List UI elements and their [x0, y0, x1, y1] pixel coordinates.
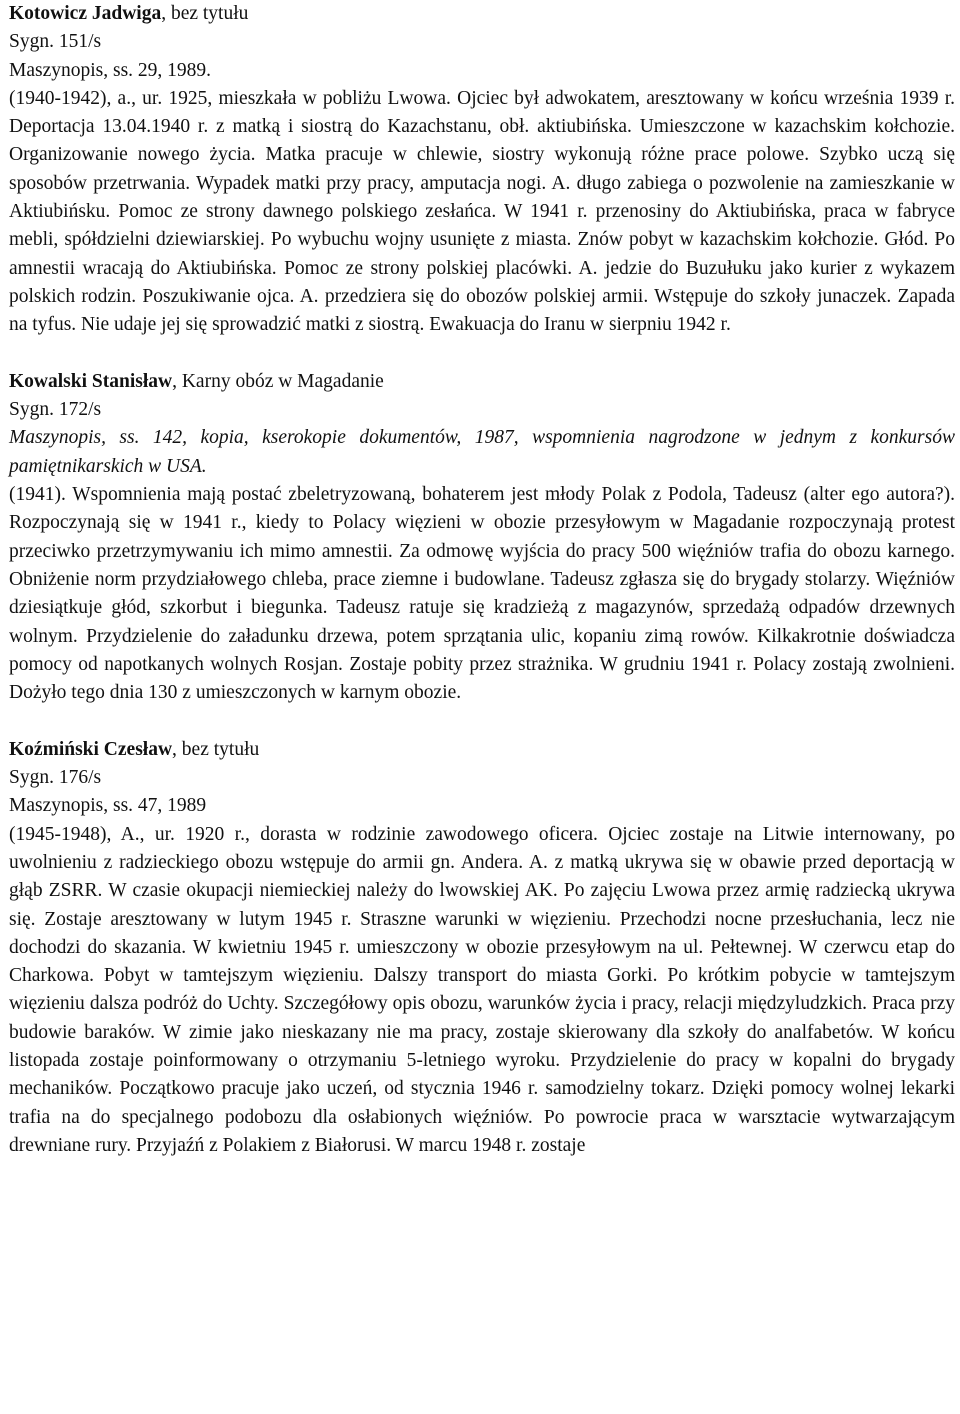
- document-page: [9, 0, 955, 1188]
- catalog-entry-kowalski: [9, 368, 955, 708]
- entry-signature: Sygn. 151/s: [9, 31, 102, 53]
- entry-format: Maszynopis, ss. 47, 1989: [9, 795, 207, 817]
- entry-format: Maszynopis, ss. 29, 1989.: [9, 59, 212, 81]
- entry-author: Koźmiński Czesław: [9, 738, 173, 760]
- catalog-entry-kozminski: [9, 736, 955, 1160]
- entry-author: Kotowicz Jadwiga: [9, 3, 162, 24]
- entry-heading: [9, 736, 955, 764]
- entry-description: (1945-1948), A., ur. 1920 r., dorasta w rodzinie zawodowego oficera. Ojciec zostaje na Litwie internowany, po uwolnieniu z radzieckiego obozu wstępuje do armii gn. Andera. A. z matką ukrywa się w obawie przed deportacją w głąb ZSRR. W czasie okupacji niemieckiej należy do lwowskiej AK. Po zajęciu Lwowa przez armię radziecką ukrywa się. Zostaje aresztowany w lutym 1945 r. Straszne warunki w więzieniu. Przechodzi nocne przesłuchania, lecz nie dochodzi do skazania. W kwietniu 1945 r. umieszczony w obozie przesyłowym na ul. Pełtewnej. W czerwcu etap do Charkowa. Pobyt w tamtejszym więzieniu. Dalszy transport do miasta Gorki. Po krótkim pobycie w tamtejszym więzieniu dalsza podróż do Uchty. Szczegółowy opis obozu, warunków życia i pracy, relacji międzyludzkich. Praca przy budowie baraków. W zimie jako nieskazany nie ma pracy, zostaje skierowany dla szkoły do analfabetów. W końcu listopada zostaje poinformowany o otrzymaniu 5-letniego wyroku. Przydzielenie do pracy w kopalni do brygady mechaników. Początkowo pracuje jako uczeń, od stycznia 1946 r. samodzielny tokarz. Dzięki pomocy wolnej lekarki trafia na do specjalnego podobozu dla osłabionych więźniów. Po powrocie praca w warsztacie wytwarzającym drewniane rury. Przyjaźń z Polakiem z Białorusi. W marcu 1948 r. zostaje: [9, 823, 955, 1156]
- entry-description: (1940-1942), a., ur. 1925, mieszkała w pobliżu Lwowa. Ojciec był adwokatem, aresztowany w końcu września 1939 r. Deportacja 13.04.1940 r. z matką i siostrą do Kazachstanu, obł. aktiubińska. Umieszczone w kazachskim kołchozie. Organizowanie nowego życia. Matka pracuje w chlewie, siostry wykonują różne prace polowe. Szybko uczą się sposobów przetrwania. Wypadek matki przy pracy, amputacja nogi. A. długo zabiega o pozwolenie na zamieszkanie w Aktiubińsku. Pomoc ze strony dawnego polskiego zesłańca. W 1941 r. przenosiny do Aktiubińska, praca w fabryce mebli, spółdzielni dziewiarskiej. Po wybuchu wojny usunięte z miasta. Znów pobyt w kazachskim kołchozie. Głód. Po amnestii wracają do Aktiubińska. Pomoc ze strony polskiej placówki. A. jedzie do Buzułuku jako kurier z wykazem polskich rodzin. Poszukiwanie ojca. A. przedziera się do obozów polskiej armii. Wstępuje do szkoły junaczek. Zapada na tyfus. Nie udaje jej się sprowadzić matki z siostrą. Ewakuacja do Iranu w sierpniu 1942 r.: [9, 87, 955, 336]
- entry-format: Maszynopis, ss. 142, kopia, kserokopie dokumentów, 1987, wspomnienia nagrodzone w jednym z konkursów pamiętnikarskich w USA.: [9, 427, 955, 477]
- entry-heading: [9, 368, 955, 396]
- entry-title: , Karny obóz w Magadanie: [172, 370, 384, 392]
- entry-title: , bez tytułu: [172, 738, 260, 760]
- entry-description: (1941). Wspomnienia mają postać zbeletryzowaną, bohaterem jest młody Polak z Podola, Tadeusz (alter ego autora?). Rozpoczynają się w 1941 r., kiedy to Polacy więzieni w obozie przesyłowym w Magadanie rozpoczynają protest przeciwko przetrzymywaniu ich mimo amnestii. Za odmowę wyjścia do pracy 500 więźniów trafia do obozu karnego. Obniżenie norm przydziałowego chleba, prace ziemne i budowlane. Tadeusz zgłasza się do brygady stolarzy. Więźniów dziesiątkuje głód, szkorbut i biegunka. Tadeusz ratuje się kradzieżą z magazynów, sprzedażą odpadów drzewnych wolnym. Przydzielenie do załadunku drzewa, potem sprzątania ulic, kopaniu zimą rowów. Kilkakrotnie doświadcza pomocy od napotkanych wolnych Rosjan. Zostaje pobity przez strażnika. W grudniu 1941 r. Polacy zostają zwolnieni. Dożyło tego dnia 130 z umieszczonych w karnym obozie.: [9, 484, 955, 704]
- entry-heading: [9, 0, 955, 28]
- entry-title: , bez tytułu: [161, 3, 249, 24]
- entry-signature: Sygn. 176/s: [9, 767, 102, 789]
- entry-author: Kowalski Stanisław: [9, 370, 173, 392]
- entry-signature: Sygn. 172/s: [9, 399, 102, 421]
- catalog-entry-kotowicz: [9, 0, 955, 340]
